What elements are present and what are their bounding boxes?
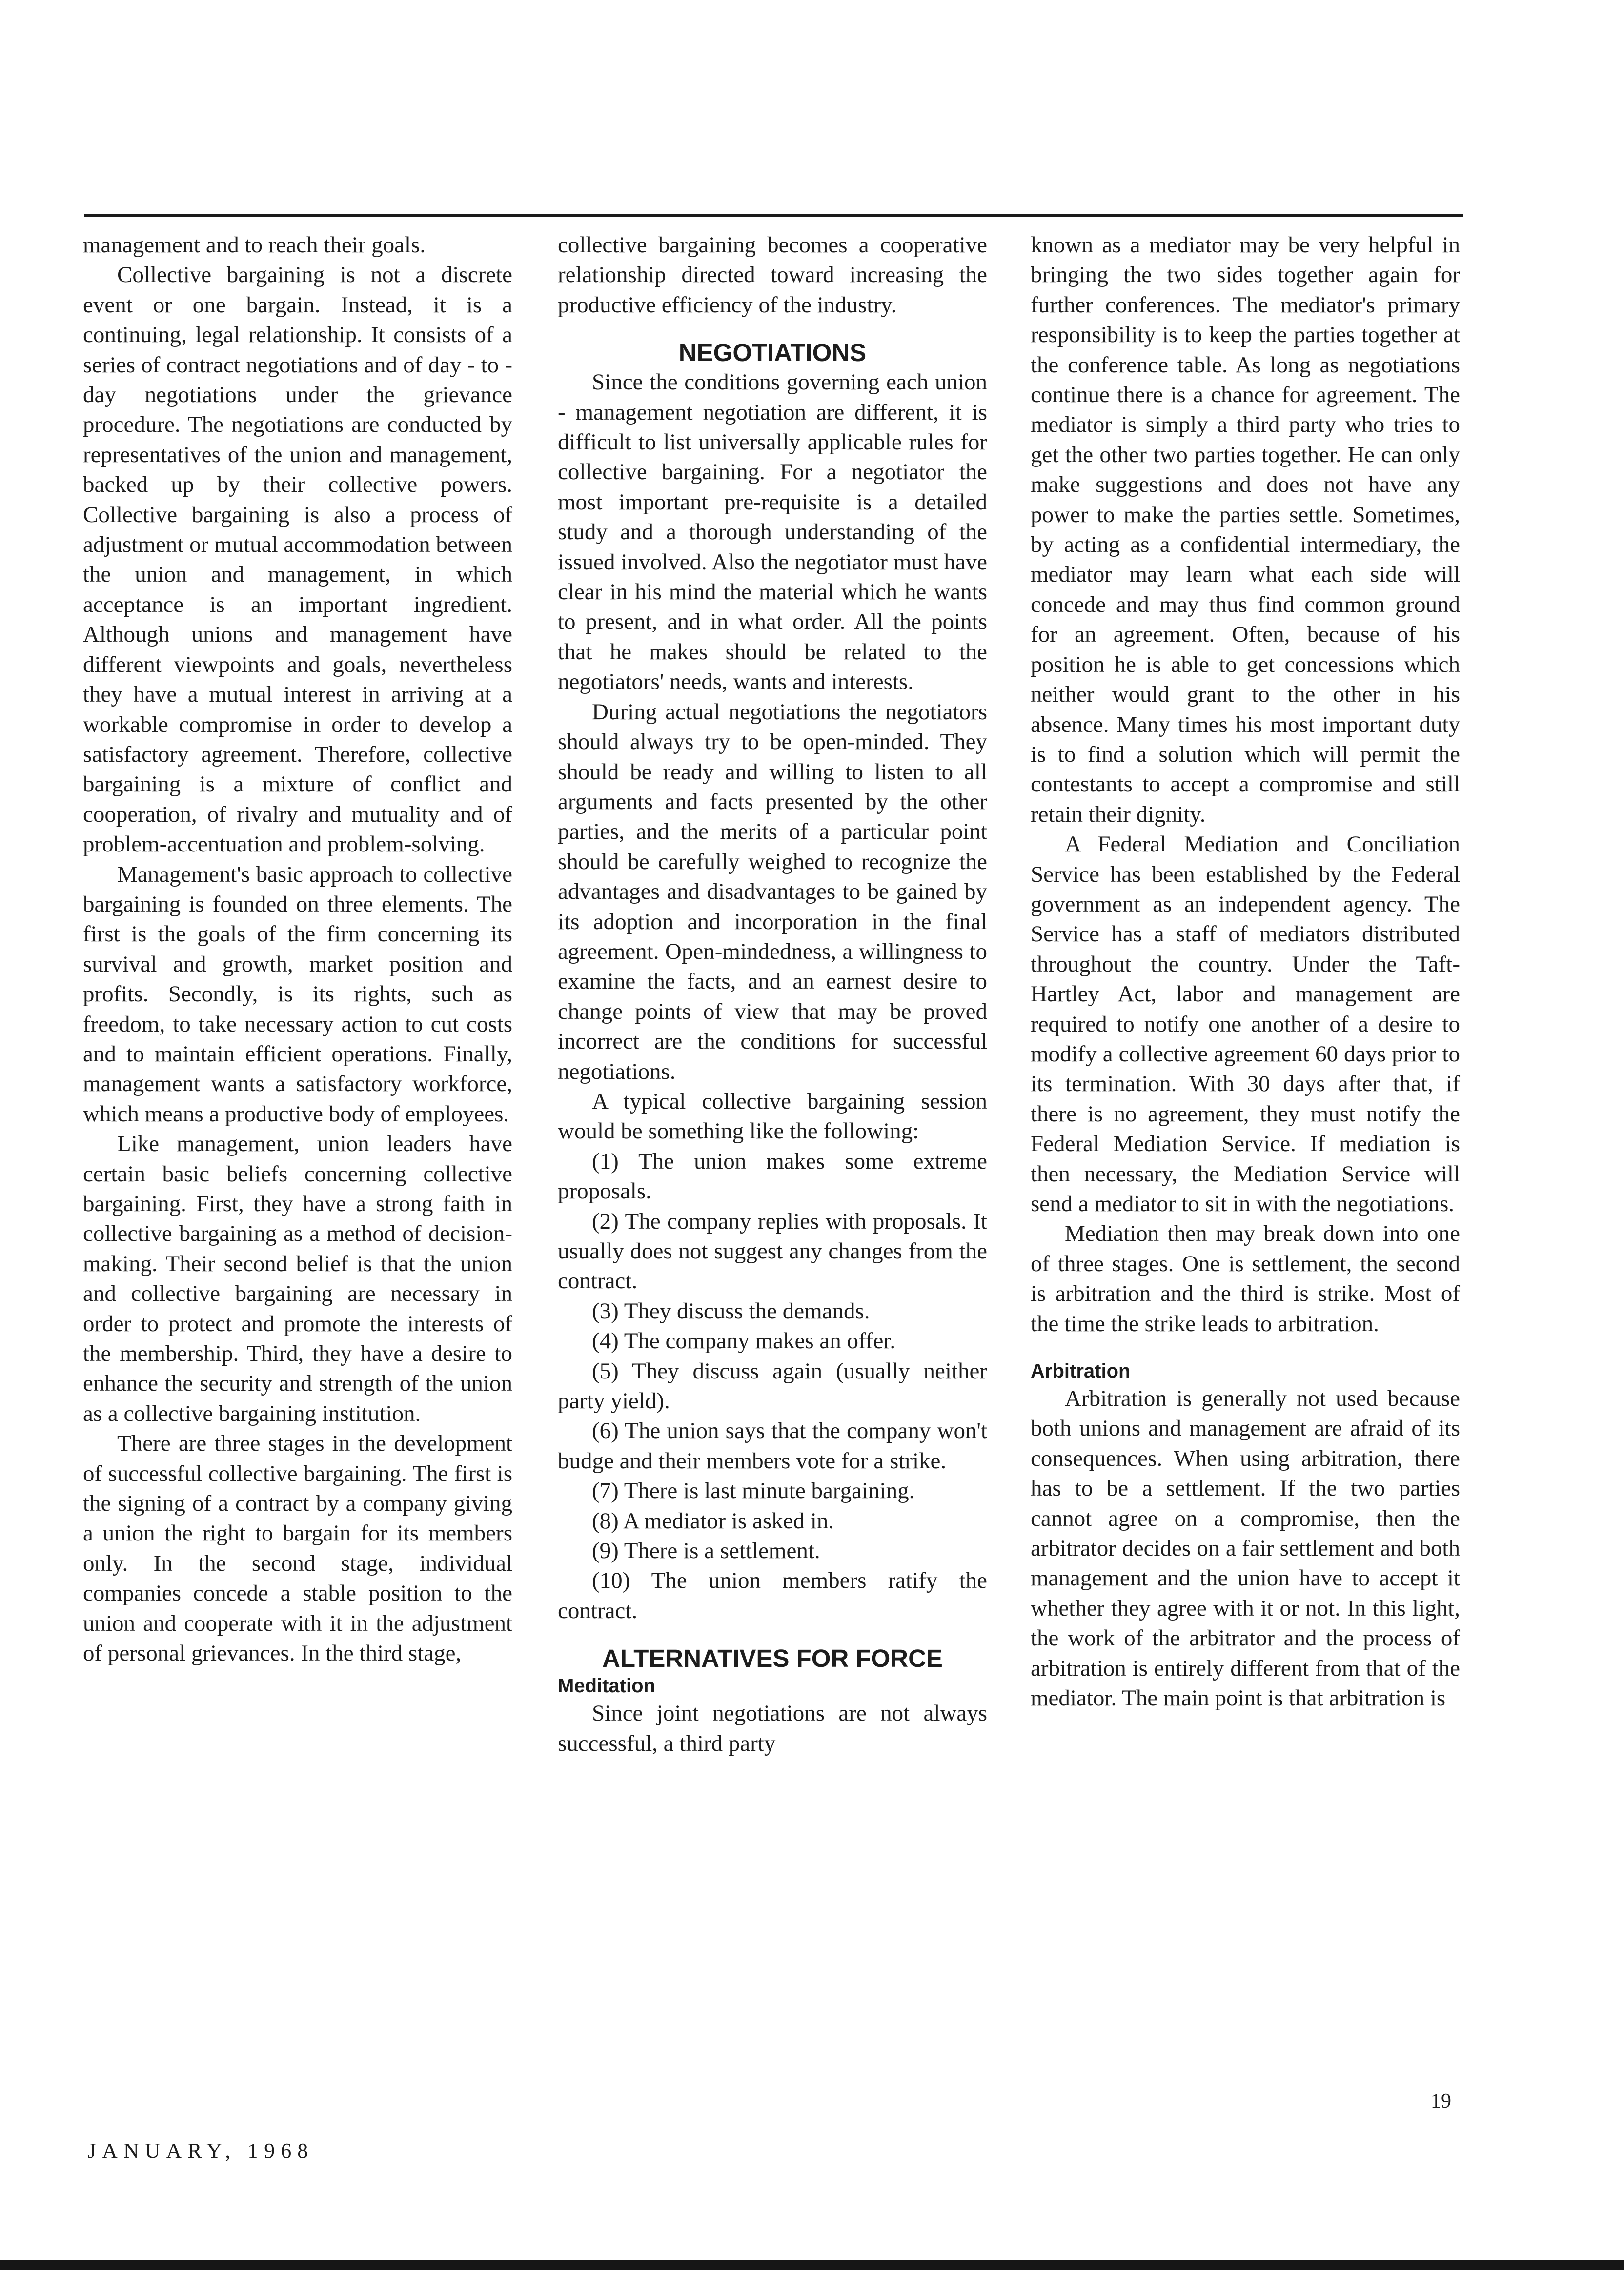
section-heading-alternatives: ALTERNATIVES FOR FORCE: [602, 1644, 943, 1673]
page-number: 19: [1431, 2090, 1451, 2112]
top-rule: [84, 214, 1463, 217]
paragraph: There are three stages in the development of successful collective bargaining. The first is the signing of a contract by a company giving a union the right to bargain for its members only. In the second stage, individual companies concede a stable position to the union and cooperate with it in the adjustment of personal grievances. In the third stage,: [83, 1431, 512, 1666]
paragraph: Collective bargaining is not a discrete event or one bargain. Instead, it is a continuing, legal relationship. It consists of a series of contract negotiations and of day - to - day negotiations under the grievance procedure. The negotiations are conducted by representatives of the union and management, backed up by their collective powers. Collective bargaining is also a process of adjustment or mutual accommodation between the union and management, in which acceptance is an important ingredient. Although unions and management have different viewpoints and goals, nevertheless they have a mutual interest in arriving at a workable compromise in order to develop a satisfactory agreement. Therefore, collective bargaining is a mixture of conflict and cooperation, of rivalry and mutuality and of problem-accentuation and problem-solving.: [83, 262, 512, 857]
list-item: (1) The union makes some extreme proposals.: [558, 1148, 987, 1204]
section-heading-negotiations: NEGOTIATIONS: [678, 339, 867, 367]
paragraph: During actual negotiations the negotiators should always try to be open-minded. They should be ready and willing to listen to all arguments and facts presented by the other parties, and the merits of a particular point should be carefully weighed to recognize the advantages and disadvantages to be gained by its adoption and incorporation in the final agreement. Open-mindedness, a willingness to examine the facts, and an earnest desire to change points of view that may be proved incorrect are the conditions for successful negotiations.: [558, 699, 987, 1084]
paragraph: collective bargaining becomes a cooperative relationship directed toward increasing the productive efficiency of the industry.: [558, 232, 987, 318]
paragraph: A typical collective bargaining session would be something like the following:: [558, 1088, 987, 1144]
list-item: (8) A mediator is asked in.: [592, 1508, 834, 1534]
paragraph: Like management, union leaders have certain basic beliefs concerning collective bargaining. First, they have a strong faith in collective bargaining as a method of decision-making. Their second belief is that the union and collective bargaining are necessary in order to protect and promote the interests of the membership. Third, they have a desire to enhance the security and strength of the union as a collective bargaining institution.: [83, 1131, 512, 1426]
list-item: (7) There is last minute bargaining.: [592, 1478, 915, 1504]
list-item: (2) The company replies with proposals. It usually does not suggest any changes from the contract.: [558, 1208, 987, 1294]
column-2: [558, 230, 987, 1759]
paragraph: Management's basic approach to collective bargaining is founded on three elements. The first is the goals of the firm concerning its survival and growth, market position and profits. Secondly, is its rights, such as freedom, to take necessary action to cut costs and to maintain efficient operations. Finally, management wants a satisfactory workforce, which means a productive body of employees.: [83, 861, 512, 1127]
subheading-mediation: Meditation: [558, 1675, 655, 1697]
list-item: (6) The union says that the company won't budge and their members vote for a strike.: [558, 1418, 987, 1474]
paragraph: known as a mediator may be very helpful in bringing the two sides together again for further conferences. The mediator's primary responsibility is to keep the parties together at the conference table. As long as negotiations continue there is a chance for agreement. The mediator is simply a third party who tries to get the other two parties together. He can only make suggestions and does not have any power to make the parties settle. Sometimes, by acting as a confidential intermediary, the mediator may learn what each side will concede and may thus find common ground for an agreement. Often, because of his position he is able to get concessions which neither would grant to the other in his absence. Many times his most important duty is to find a solution which will permit the contestants to accept a compromise and still retain their dignity.: [1031, 232, 1460, 827]
list-item: (9) There is a settlement.: [592, 1538, 820, 1564]
paragraph: Arbitration is generally not used because both unions and management are afraid of its consequences. When using arbitration, there has to be a settlement. If the two parties cannot agree on a compromise, then the arbitrator decides on a fair settlement and both management and the union have to accept it whether they agree with it or not. In this light, the work of the arbitrator and the process of arbitration is entirely different from that of the mediator. The main point is that arbitration is: [1031, 1386, 1460, 1711]
bottom-edge-bar: [0, 2260, 1624, 2270]
list-item: (4) The company makes an offer.: [592, 1328, 896, 1354]
paragraph: Since the conditions governing each union - management negotiation are different, it is difficult to list universally applicable rules for collective bargaining. For a negotiator the most important pre-requisite is a detailed study and a thorough understanding of the issued involved. Also the negotiator must have clear in his mind the material which he wants to present, and in what order. All the points that he makes should be related to the negotiators' needs, wants and interests.: [558, 369, 987, 695]
column-1: [83, 230, 512, 1669]
column-3: [1031, 230, 1460, 1714]
paragraph: Mediation then may break down into one of three stages. One is settlement, the second is arbitration and the third is strike. Most of the time the strike leads to arbitration.: [1031, 1221, 1460, 1337]
paragraph: A Federal Mediation and Conciliation Service has been established by the Federal government as an independent agency. The Service has a staff of mediators distributed throughout the country. Under the Taft-Hartley Act, labor and management are required to notify one another of a desire to modify a collective agreement 60 days prior to its termination. With 30 days after that, if there is no agreement, they must notify the Federal Mediation Service. If mediation is then necessary, the Mediation Service will send a mediator to sit in with the negotiations.: [1031, 831, 1460, 1216]
list-item: (10) The union members ratify the contract.: [558, 1568, 987, 1623]
list-item: (5) They discuss again (usually neither party yield).: [558, 1358, 987, 1414]
footer-date: JANUARY, 1968: [88, 2139, 314, 2163]
subheading-arbitration: Arbitration: [1031, 1360, 1131, 1382]
paragraph: Since joint negotiations are not always successful, a third party: [558, 1701, 987, 1756]
list-item: (3) They discuss the demands.: [592, 1298, 870, 1324]
paragraph: management and to reach their goals.: [83, 232, 426, 258]
